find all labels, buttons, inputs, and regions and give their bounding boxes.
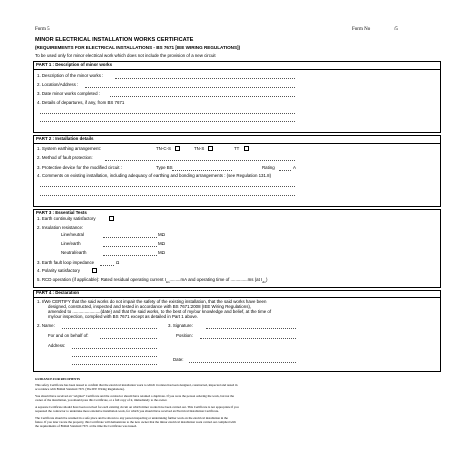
line-earth-field[interactable] [103,246,157,247]
part3-heading: PART 3 : Essential Tests [36,210,87,215]
address-field-line3[interactable] [72,364,157,365]
neutral-earth-field[interactable] [103,255,157,256]
line-neutral-field[interactable] [103,237,157,238]
comments-field-line2[interactable] [40,195,295,196]
loop-impedance-field[interactable] [100,265,114,266]
part1-item-date: 3. Date minor works completed : [37,91,100,96]
part2-heading-rule [33,143,441,144]
certificate-title: MINOR ELECTRICAL INSTALLATION WORKS CERTIFICATE [35,37,194,43]
position-field[interactable] [200,338,296,339]
earthing-tt-label: TT [234,146,240,151]
rating-unit: A [293,165,296,170]
line-earth-unit: MΩ [158,241,165,246]
signature-field[interactable] [206,328,296,329]
address-field-line1[interactable] [72,348,157,349]
on-behalf-field[interactable] [100,338,157,339]
name-field[interactable] [62,328,157,329]
neutral-earth-label: Neutral/earth [61,250,87,255]
form-label: Form 5 [35,27,50,32]
part4-heading-rule [33,297,441,298]
guidance-p4-line2: future. If you later vacate the property, this Certificate will demonstrate to the new owner that the minor electrical installation work carried out complied with [35,420,236,424]
rating-label: Rating [262,165,275,170]
part1-item-location: 2. Location/Address : [37,82,79,87]
type-bs-field[interactable] [172,170,232,171]
line-neutral-unit: MΩ [158,232,165,237]
guidance-p4-line3: the requirements of British Standard 7671 at the time the Certificate was issued. [35,424,138,428]
loop-impedance-unit: Ω [116,260,120,265]
earthing-label: 1. System earthing arrangement: [37,146,101,151]
part1-section [33,61,441,133]
rating-field[interactable] [279,170,291,171]
earthing-tncs-label: TN-C-S [156,146,171,151]
form-no-value: /5 [394,27,398,32]
type-bs-label: Type BS [156,165,173,170]
guidance-p3-line2: requested the contractor to undertake more extensive installation work, for which you should have received an Electrical Installation Certificate. [35,409,219,413]
form-no-label: Form No [352,27,371,32]
earthing-tt-checkbox[interactable] [244,146,249,151]
rcd-operation-label: 5. RCD operation (if applicable): Rated residual operating current $I_{\Delta n}.........mA$ and operating time of ..............ms (at $I_{\Delta n}$) [37,277,268,284]
part2-heading: PART 2 : Installation details [36,136,94,141]
position-label: Position: [176,333,193,338]
description-field[interactable] [115,78,295,79]
comments-label: 4. Comments on existing installation, including adequacy of earthing and bonding arrangements : (see Regulation 131.8) [37,173,272,178]
intro-text: To be used only for minor electrical work which does not include the provision of a new circuit [35,53,216,58]
line-neutral-label: Line/neutral [61,232,84,237]
part1-item-description: 1. Description of the minor works : [37,73,104,78]
polarity-label: 4. Polarity satisfactory [37,268,80,273]
guidance-p2-line1: You should have received an "original" Certificate and the contractor should have retained a duplicate. If you were the person ordering the work, but not the [35,394,235,398]
earth-continuity-label: 1. Earth continuity satisfactory [37,216,96,221]
on-behalf-label: For and on behalf of: [48,333,89,338]
part1-heading: PART 1 : Description of minor works [36,62,113,67]
neutral-earth-unit: MΩ [158,250,165,255]
guidance-p3-line1: A separate Certificate should have been received for each existing circuit on which minor works have been carried out. This Certificate is not appropriate if you [35,405,239,409]
guidance-p4-line1: The Certificate should be retained in a safe place and be shown to any person inspecting or undertaking further work on the electrical installation in the [35,416,228,420]
declaration-line4: my/our inspection, complied with BS 7671 except as detailed in Part 1 above. [48,314,199,319]
date-completed-field[interactable] [110,96,295,97]
earthing-tns-checkbox[interactable] [208,146,213,151]
declaration-line2: designed, constructed, inspected and tested in accordance with BS 7671:2008 (IEE Wiring Regulations), [48,304,252,309]
certificate-subtitle: (REQUIREMENTS FOR ELECTRICAL INSTALLATIONS - BS 7671 [IEE WIRING REGULATIONS]) [35,45,241,50]
date-field[interactable] [189,362,296,363]
part1-heading-rule [33,69,441,70]
fault-protection-label: 2. Method of fault protection: [37,155,93,160]
guidance-heading: GUIDANCE FOR RECIPIENTS [35,377,81,381]
location-field[interactable] [85,87,295,88]
signature-label: 3. Signature: [168,323,193,328]
loop-impedance-label: 3. Earth fault loop impedance [37,260,95,265]
earth-continuity-checkbox[interactable] [109,216,114,221]
protective-device-label: 3. Protective device for the modified circuit : [37,165,122,170]
address-label: Address: [48,343,66,348]
address-field-line2[interactable] [72,356,157,357]
part1-item-departures: 4. Details of departures, if any, from BS 7671 [37,100,125,105]
declaration-line3: amended to .......................(date) and that the said works, to the best of my/our knowledge and belief, at the time of [48,309,272,314]
date-label: Date: [173,357,184,362]
departures-field-line1[interactable] [40,113,295,114]
insulation-resistance-label: 2. Insulation resistance: [37,225,84,230]
fault-protection-field[interactable] [105,160,295,161]
departures-field-line2[interactable] [40,121,295,122]
part4-heading: PART 4 : Declaration [36,290,80,295]
guidance-p2-line2: owner of the installation, you should pass this Certificate, or a full copy of it, immediately to the owner. [35,398,168,402]
comments-field-line1[interactable] [40,186,295,187]
guidance-p1-line2: accordance with British Standard 7671 (The IEE Wiring Regulations). [35,387,125,391]
guidance-p1-line1: This safety Certificate has been issued to confirm that the electrical installation work to which it relates has been designed, constructed, inspected and tested in [35,383,238,387]
declaration-line1: 1. I/We CERTIFY that the said works do not impair the safety of the existing installation, that the said works have been [37,299,267,304]
line-earth-label: Line/earth [61,241,81,246]
earthing-tncs-checkbox[interactable] [175,146,180,151]
earthing-tns-label: TN-S [194,146,205,151]
polarity-checkbox[interactable] [92,268,97,273]
name-label: 2. Name: [37,323,55,328]
